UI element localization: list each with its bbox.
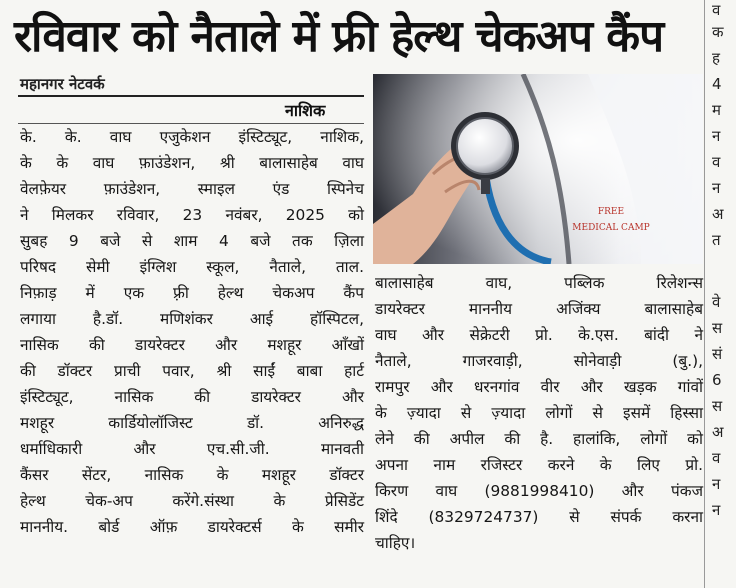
edge-fragment: ह	[712, 49, 720, 67]
edge-fragment: व	[712, 153, 721, 171]
column-line: बालासाहेब वाघ, पब्लिक रिलेशन्स	[375, 274, 703, 292]
column-line: लगाया है.डॉ. मणिशंकर आई हॉस्पिटल,	[20, 310, 364, 328]
column-line: नैताले, गाजरवाड़ी, सोनेवाड़ी (बु.),	[375, 352, 703, 370]
column-line: अपना नाम रजिस्टर करने के लिए प्रो.	[375, 456, 703, 474]
column-line: के ज़्यादा से ज़्यादा लोगों से इसमें हिस्सा	[375, 404, 703, 422]
column-line: के. के. वाघ एजुकेशन इंस्टिट्यूट, नाशिक,	[20, 128, 364, 146]
edge-fragment: त	[712, 231, 721, 249]
column-line: वाघ और सेक्रेटरी प्रो. के.एस. बांदी ने	[375, 326, 703, 344]
column-line: ने मिलकर रविवार, 23 नवंबर, 2025 को	[20, 206, 364, 224]
byline: महानगर नेटवर्क	[20, 75, 105, 93]
article-column-1	[20, 124, 364, 540]
column-line: निफ़ाड़ में एक फ़्री हेल्थ चेकअप कैंप	[20, 284, 364, 302]
edge-fragment: क	[712, 23, 724, 41]
adjacent-article-edge	[709, 0, 736, 588]
stethoscope-illustration	[373, 74, 703, 264]
column-line: हेल्थ चेक-अप करेंगे.संस्था के प्रेसिडेंट	[20, 492, 364, 510]
edge-fragment: व	[712, 449, 721, 467]
column-line: किरण वाघ (9881998410) और पंकज	[375, 482, 703, 500]
edge-fragment: स	[712, 397, 723, 415]
column-line: इंस्टिट्यूट, नासिक की डायरेक्टर और	[20, 388, 364, 406]
column-line: मशहूर कार्डियोलॉजिस्ट डॉ. अनिरुद्ध	[20, 414, 364, 432]
column-line: परिषद सेमी इंग्लिश स्कूल, नैताले, ताल.	[20, 258, 364, 276]
edge-fragment: न	[712, 475, 721, 493]
column-line: सुबह 9 बजे से शाम 4 बजे तक ज़िला	[20, 232, 364, 250]
edge-fragment: न	[712, 501, 721, 519]
edge-fragment: 6	[712, 371, 722, 389]
column-line: नासिक की डायरेक्टर और मशहूर आँखों	[20, 336, 364, 354]
edge-fragment: 4	[712, 75, 722, 93]
edge-fragment: न	[712, 179, 721, 197]
column-line: रामपुर और धरनगांव वीर और खड़क गांवों	[375, 378, 703, 396]
column-line: चाहिए।	[375, 534, 416, 552]
edge-fragment: अ	[712, 423, 724, 441]
column-divider	[704, 0, 705, 588]
edge-fragment: व	[712, 1, 721, 19]
edge-fragment: वे	[712, 293, 721, 311]
edge-fragment: म	[712, 101, 721, 119]
photo-caption-free: FREE	[597, 207, 625, 217]
column-line: वेलफ़ेयर फ़ाउंडेशन, स्माइल एंड स्पिनेच	[20, 180, 364, 198]
article-column-2	[375, 270, 703, 556]
column-line: लेने की अपील की है. हालांकि, लोगों को	[375, 430, 703, 448]
column-line: कैंसर सेंटर, नासिक के मशहूर डॉक्टर	[20, 466, 364, 484]
column-line: डायरेक्टर माननीय अजिंक्य बालासाहेब	[375, 300, 703, 318]
dateline: नाशिक	[285, 101, 326, 120]
edge-fragment: न	[712, 127, 721, 145]
column-line: धर्माधिकारी और एच.सी.जी. मानवती	[20, 440, 364, 458]
headline: रविवार को नैताले में फ्री हेल्थ चेकअप कैंप	[14, 11, 664, 62]
edge-fragment: अ	[712, 205, 724, 223]
column-line: की डॉक्टर प्राची पवार, श्री साईं बाबा हार्ट	[20, 362, 364, 380]
column-line: माननीय. बोर्ड ऑफ़ डायरेक्टर्स के समीर	[20, 518, 364, 536]
column-line: के के वाघ फ़ाउंडेशन, श्री बालासाहेब वाघ	[20, 154, 364, 172]
byline-rule	[18, 95, 364, 97]
column-line: शिंदे (8329724737) से संपर्क करना	[375, 508, 703, 526]
edge-fragment: स	[712, 319, 723, 337]
stethoscope-photo	[373, 74, 703, 264]
edge-fragment: सं	[712, 345, 723, 363]
photo-caption-medical-camp: MEDICAL CAMP	[572, 223, 650, 233]
